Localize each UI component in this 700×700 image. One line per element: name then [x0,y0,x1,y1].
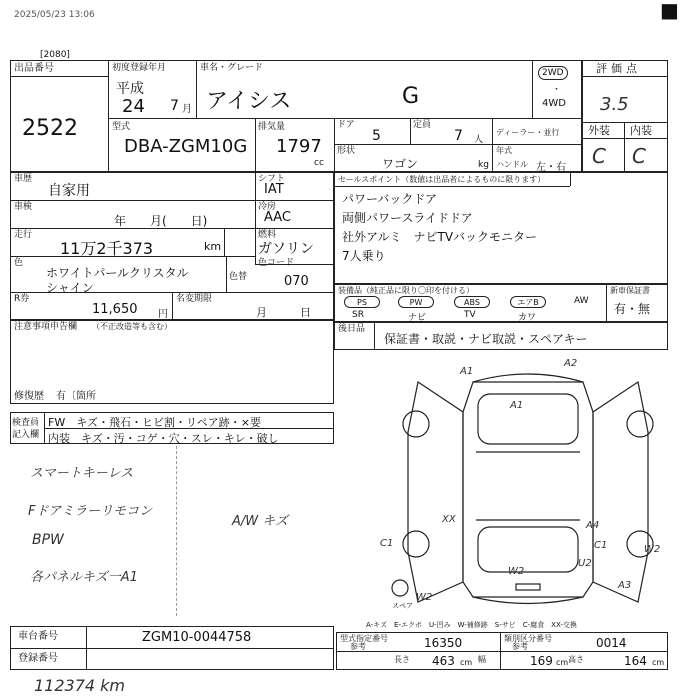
recycle-label: R券 [14,294,30,304]
name-change-value: 月 日 [256,306,311,319]
color-label: 色 [14,258,24,268]
equip-sr: SR [352,310,364,320]
lot-label: 出品番号 [14,63,54,74]
model-no-label: 型式指定番号 [340,634,388,643]
hand-note-2: Fドアミラーリモコン [28,504,153,519]
divider [570,172,571,186]
model-code-label: 型式 [112,122,131,132]
divider [532,60,533,118]
capacity-label: 定員 [413,120,432,130]
recycle-unit: 円 [158,309,168,320]
mileage: 11万2千373 [60,239,154,258]
ac-label: 冷房 [258,202,277,212]
width-unit: cm [556,658,569,667]
hand-mileage: 112374 km [34,676,126,695]
drive-2wd: 2WD [538,66,568,80]
diag-label-xx: XX [442,514,456,525]
displacement: 1797 [276,136,322,157]
displacement-label: 排気量 [258,122,286,132]
divider [10,228,334,229]
grade: G [402,84,420,109]
color-change-label: 色替 [229,272,248,282]
divider [226,256,227,292]
divider [336,651,668,652]
drive-4wd: 4WD [542,98,566,109]
model-no-ref: 参考 [350,642,366,651]
exterior-grade: C [592,144,606,168]
usage: 自家用 [48,183,90,199]
first-reg-era: 平成 [116,81,144,97]
interior-label: 内装 [630,124,652,137]
fuel: ガソリン [258,241,314,257]
height-value: 164 [624,654,647,668]
first-reg-year: 24 [122,96,145,117]
rating-label: 評価点 [596,62,641,75]
diag-label-a1-top: A1 [460,366,474,377]
diag-label-w2-left: W2 [416,592,433,603]
mileage-unit: km [204,240,222,253]
length-value: 463 [432,654,455,668]
name-change-label: 名変期限 [176,294,213,304]
diag-label-a1-hood: A1 [510,400,524,411]
legend: A-キズ E-エクボ U-凹み W-補修跡 S-サビ C-腐食 XX-交換 [366,621,577,629]
warranty-label: 新車保証書 [610,286,650,295]
equip-ps: PS [344,296,380,308]
notes-sub: （不正改造等も含む） [92,322,172,331]
first-reg-month: 7 [170,98,179,114]
category-value: 0014 [596,636,627,650]
divider [492,118,493,172]
rating-value: 3.5 [600,94,629,115]
ac: AAC [264,210,291,225]
divider [10,256,255,257]
divider [224,228,225,256]
exterior-label: 外装 [588,124,610,137]
divider [606,284,607,322]
equip-tv: TV [464,310,476,320]
handle-label: ハンドル [496,160,528,169]
model-name-label: 車名・グレード [200,63,264,73]
diag-label-c1-right: C1 [594,540,608,551]
inspection-label: 車検 [14,202,33,212]
doors-label: ドア [337,120,355,130]
first-reg-label: 初度登録年月 [112,63,167,73]
lot-number: 2522 [22,116,78,141]
divider [500,632,501,670]
equip-aw: AW [574,296,589,306]
kg-label: kg [478,160,489,170]
divider [374,322,375,350]
divider [172,292,173,320]
equip-navi: ナビ [408,313,427,323]
equip-leather: カワ [518,313,537,323]
divider [10,648,334,649]
attached-label: 後日品 [338,324,366,334]
shift-label: シフト [258,174,286,184]
corner-mark: ■ [660,0,679,22]
color-code: 070 [284,274,309,289]
divider [582,76,668,77]
inspector-label-2: 記入欄 [12,430,40,440]
reg-no-label: 登録番号 [18,653,58,664]
divider [410,118,411,144]
shape-label: 形状 [337,146,356,156]
color-line2: シャイン [46,281,94,295]
year-model-label: 年式 [496,146,512,155]
displacement-unit: cc [314,158,324,168]
divider [255,172,256,264]
divider [108,60,109,172]
interior-grade: C [632,144,646,168]
divider [334,118,335,172]
divider [582,138,668,139]
divider [108,118,582,119]
equip-pw: PW [398,296,434,308]
color-line1: ホワイトパールクリスタル [46,266,189,280]
handle-value: 左・右 [536,162,566,173]
sales-point-4: 7人乗り [342,249,386,263]
mileage-label: 走行 [14,230,33,240]
sales-point-3: 社外アルミ ナビTVバックモニター [342,230,538,244]
divider [196,60,197,118]
diag-label-a3: A3 [618,580,632,591]
model-no-value: 16350 [424,636,463,650]
capacity-unit: 人 [474,135,484,145]
fuel-label: 燃料 [258,230,277,240]
first-reg-month-unit: 月 [182,104,192,115]
width-value: 169 [530,654,553,668]
diag-label-a2: A2 [564,358,578,369]
inspection: 年 月( 日) [114,214,208,228]
divider [334,144,582,145]
chassis-label: 車台番号 [18,631,58,642]
divider [624,122,625,172]
length-unit: cm [460,658,473,667]
repair-value: 有〔箇所 [56,391,96,402]
hand-note-right: A/W キズ [232,514,288,529]
divider [10,200,334,201]
spare-label: スペア [392,602,413,610]
divider [334,186,570,187]
divider [10,76,108,77]
diag-label-a4: A4 [586,520,600,531]
hand-note-4: 各パネルキズ一A1 [30,570,138,585]
diag-label-w2-right: W2 [644,544,661,555]
sales-point-1: パワーバックドア [342,192,438,206]
capacity: 7 [454,128,463,144]
hand-note-1: スマートキーレス [30,466,134,481]
sales-points-label: セールスポイント（数値は出品者によるものに限ります） [338,175,546,184]
warranty-value: 有・無 [614,302,651,316]
inspector-label-1: 検査員 [12,418,40,428]
inspector-row-2: 内装 キズ・汚・コゲ・穴・スレ・キレ・破し [48,432,279,445]
model-name: アイシス [206,89,292,114]
divider [176,446,177,616]
shape: ワゴン [382,157,419,171]
height-label: 高さ [568,655,584,664]
diag-label-w2-rear: W2 [508,566,525,577]
repair-label: 修復歴 [14,391,44,402]
length-label: 長さ [394,655,410,664]
equip-abs: ABS [454,296,490,308]
category-label: 類別区分番号 [504,634,552,643]
dealer-label: ディーラー・並行 [496,128,560,137]
width-label: 幅 [478,655,486,664]
diag-label-u2: U2 [578,558,592,569]
doors: 5 [372,128,381,144]
shift: IAT [264,182,284,197]
divider [255,118,256,172]
drive-dot: ・ [552,85,562,95]
inspector-row-1: FW キズ・飛石・ヒビ割・リペア跡・×要 [48,416,261,429]
notes-label: 注意事項申告欄 [14,322,78,332]
recycle-value: 11,650 [92,302,138,317]
attached-value: 保証書・取説・ナビ取説・スペアキー [384,332,588,346]
sales-point-2: 両側パワースライドドア [342,211,473,225]
car-diagram [378,352,678,612]
color-code-label: 色コード [258,258,295,268]
usage-label: 車歴 [14,174,33,184]
chassis-number: ZGM10-0044758 [142,630,252,645]
header-code: [2080] [40,50,70,60]
timestamp: 2025/05/23 13:06 [14,10,95,20]
divider [582,122,668,123]
height-unit: cm [652,658,665,667]
category-ref: 参考 [512,642,528,651]
equip-airbag: エアB [510,296,546,308]
equipment-label: 装備品（純正品に限り〇印を付ける） [338,286,474,295]
diag-label-c1-left: C1 [380,538,394,549]
hand-note-3: BPW [32,532,64,548]
model-code: DBA-ZGM10G [124,136,248,157]
